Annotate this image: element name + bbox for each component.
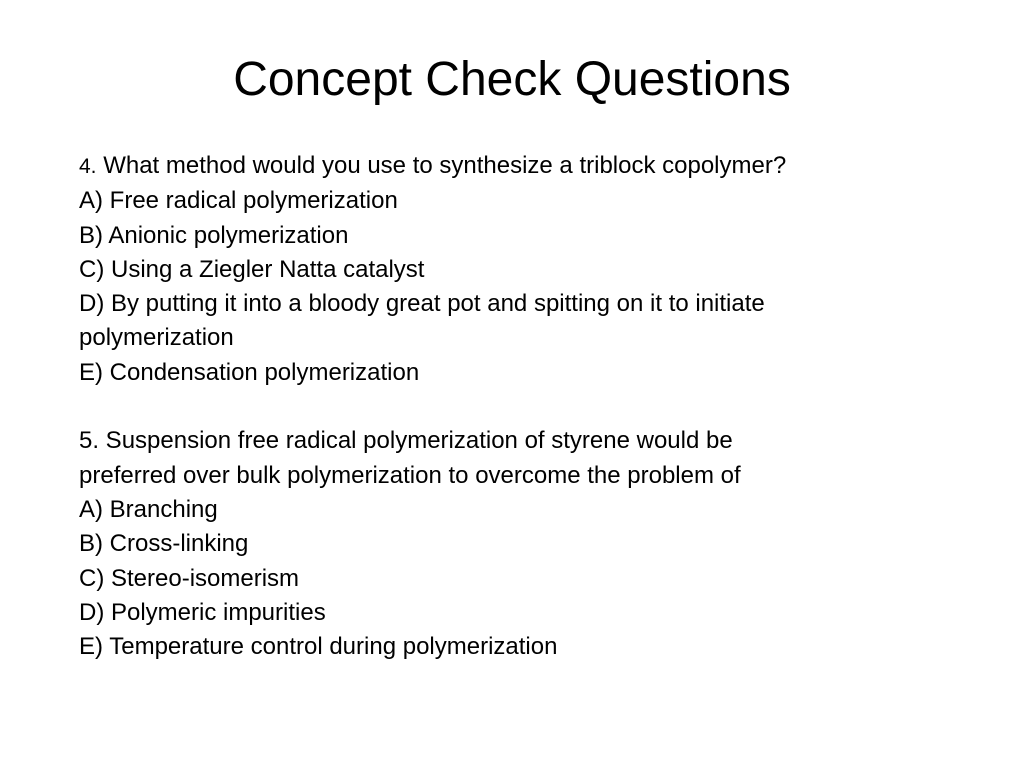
question-5-option-d: D) Polymeric impurities bbox=[79, 598, 326, 626]
slide-body bbox=[79, 149, 929, 664]
question-5-option-a: A) Branching bbox=[79, 495, 218, 523]
question-4-stem bbox=[79, 149, 929, 184]
question-5-stem-line-1: 5. Suspension free radical polymerization of styrene would be bbox=[79, 427, 733, 455]
question-4-number: 4. bbox=[79, 155, 97, 178]
question-4-option-e: E) Condensation polymerization bbox=[79, 358, 420, 386]
question-5-option-e: E) Temperature control during polymerization bbox=[79, 633, 558, 661]
question-5-stem-line-2: preferred over bulk polymerization to overcome the problem of bbox=[79, 461, 741, 489]
question-spacer bbox=[79, 390, 929, 424]
question-4-option-c: C) Using a Ziegler Natta catalyst bbox=[79, 255, 425, 283]
question-4-option-d: D) By putting it into a bloody great pot and spitting on it to initiate bbox=[79, 290, 765, 318]
question-5-option-c: C) Stereo-isomerism bbox=[79, 564, 300, 592]
question-4-text: What method would you use to synthesize a triblock copolymer? bbox=[103, 152, 787, 179]
slide-title: Concept Check Questions bbox=[233, 53, 791, 106]
question-4-option-b: B) Anionic polymerization bbox=[79, 221, 349, 249]
question-5-option-b: B) Cross-linking bbox=[79, 530, 249, 558]
question-4-option-d-continued: polymerization bbox=[79, 324, 234, 352]
question-4-option-a: A) Free radical polymerization bbox=[79, 187, 398, 215]
